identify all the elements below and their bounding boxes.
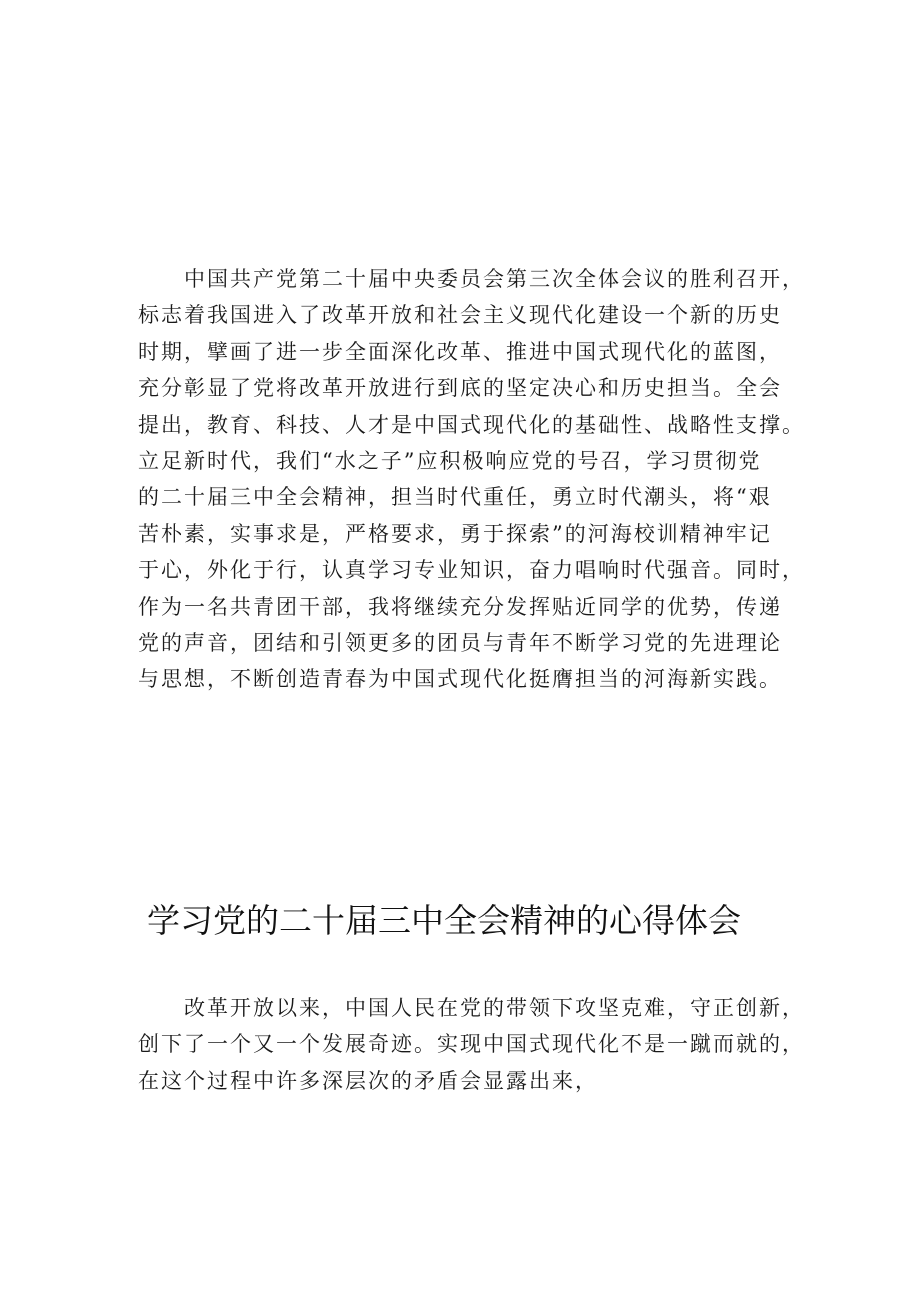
paragraph-line: 党的声音，团结和引领更多的团员与青年不断学习党的先进理论	[138, 630, 782, 655]
paragraph-line: 与思想，不断创造青春为中国式现代化挺膺担当的河海新实践。	[138, 667, 782, 692]
paragraph-line: 充分彰显了党将改革开放进行到底的坚定决心和历史担当。全会	[138, 376, 782, 401]
paragraph-line: 创下了一个又一个发展奇迹。实现中国式现代化不是一蹴而就的，	[138, 1032, 805, 1057]
paragraph-line: 立足新时代，我们“水之子”应积极响应党的号召，学习贯彻党	[138, 448, 762, 473]
paragraph-line: 于心，外化于行，认真学习专业知识，奋力唱响时代强音。同时，	[138, 558, 805, 583]
paragraph-line: 标志着我国进入了改革开放和社会主义现代化建设一个新的历史	[138, 303, 782, 328]
section-heading: 学习党的二十届三中全会精神的心得体会	[147, 901, 741, 940]
paragraph-line: 在这个过程中许多深层次的矛盾会显露出来，	[138, 1068, 598, 1093]
paragraph-line: 中国共产党第二十届中央委员会第三次全体会议的胜利召开，	[184, 267, 805, 291]
body-paragraph-1	[138, 261, 810, 698]
body-paragraph-2	[138, 990, 810, 1099]
paragraph-line: 的二十届三中全会精神，担当时代重任，勇立时代潮头，将“艰	[138, 485, 772, 510]
paragraph-line: 作为一名共青团干部，我将继续充分发挥贴近同学的优势，传递	[138, 594, 782, 619]
paragraph-line: 时期，擘画了进一步全面深化改革、推进中国式现代化的蓝图，	[138, 339, 782, 364]
paragraph-line: 改革开放以来，中国人民在党的带领下攻坚克难，守正创新，	[184, 996, 805, 1020]
paragraph-line: 提出，教育、科技、人才是中国式现代化的基础性、战略性支撑。	[138, 412, 805, 437]
paragraph-line: 苦朴素，实事求是，严格要求，勇于探索”的河海校训精神牢记	[138, 521, 772, 546]
